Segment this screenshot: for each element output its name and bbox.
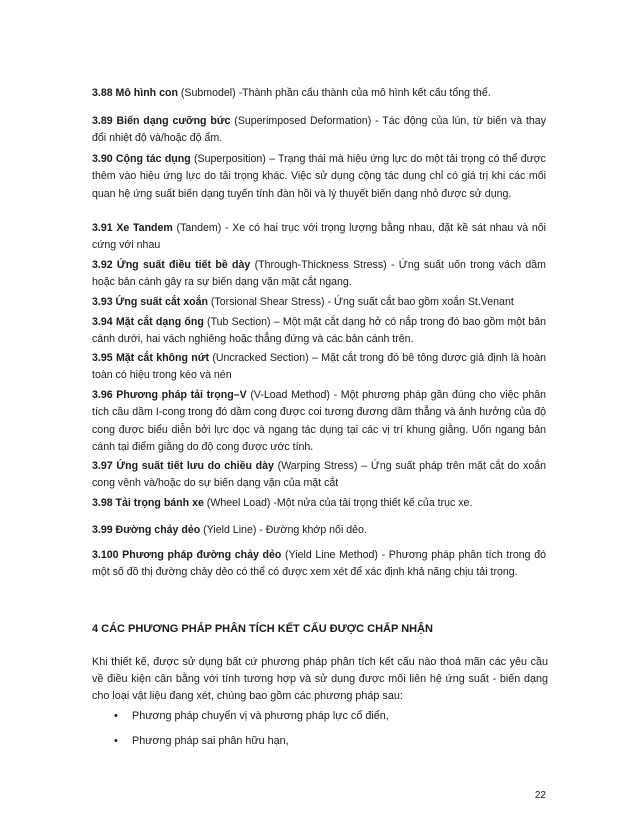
- definition-text: (Uncracked Section) – Mặt cắt trong đó bê tông được giả định là hoàn toàn có hiệu trong kéo và nén: [92, 352, 546, 382]
- definition-term: 3.93 Ứng suất cắt xoắn: [92, 296, 208, 308]
- definition-entry-3-97: [92, 458, 546, 493]
- definition-text: (Superimposed Deformation) - Tác động của lún, từ biến và thay đổi nhiệt độ và/hoặc độ ẩm.: [92, 115, 546, 145]
- definition-text: (Superposition) – Trạng thái mà hiệu ứng lực do một tải trọng có thể được thêm vào hiệu ứng lực do tải trọng khác. Việc sử dụng cộng tác dụng chỉ có giá trị khi các mối quan hệ ứng suất biến dạng tuyến tính đàn hồi và lý thuyết biến dạng nhỏ được sử dụng.: [92, 153, 546, 200]
- definition-entry-3-98: [92, 495, 546, 512]
- definition-text: (Submodel) -Thành phần cấu thành của mô hình kết cấu tổng thể.: [177, 87, 491, 99]
- definition-term: 3.96 Phương pháp tải trọng–V: [92, 389, 247, 401]
- definition-term: 3.94 Mặt cắt dạng ống: [92, 316, 204, 328]
- definition-term: 3.97 Ứng suất tiết lưu do chiều dày: [92, 460, 274, 472]
- definition-term: 3.89 Biến dạng cưỡng bức: [92, 115, 231, 127]
- definition-text: (Warping Stress) – Ứng suất pháp trên mặt cắt do xoắn cong vênh và/hoặc do sự biến dạng vặn của mặt cắt: [92, 460, 547, 490]
- definition-entry-3-94: [92, 314, 546, 349]
- definition-entry-3-93: [92, 294, 546, 311]
- definition-term: 3.99 Đường chảy dẻo: [92, 524, 201, 536]
- definition-term: 3.88 Mô hình con: [92, 87, 178, 99]
- definition-text: (Tandem) - Xe có hai trục với trọng lượng bằng nhau, đặt kề sát nhau và nối cứng với nhau: [92, 222, 547, 252]
- definition-term: 3.100 Phương pháp đường chảy dẻo: [92, 549, 282, 561]
- definition-entry-3-88: [92, 85, 546, 102]
- definition-term: 3.91 Xe Tandem: [92, 222, 173, 234]
- list-item: [114, 708, 544, 724]
- definition-entry-3-100: [92, 547, 546, 582]
- definition-entry-3-92: [92, 257, 546, 292]
- definition-term: 3.90 Cộng tác dụng: [92, 153, 191, 165]
- definition-text: (Wheel Load) -Một nửa của tải trọng thiết kế của trục xe.: [203, 497, 473, 509]
- definition-text: (V-Load Method) - Một phương pháp gần đúng cho việc phân tích cầu dầm I-cong trong đó dầm cong được coi tương đương dầm thẳng và ảnh hưởng của độ cong được biểu diễn bởi lực dọc và ngang tác dụng tại các vị trí khung giằng. Uốn ngang bản cánh tại điểm giằng do độ cong được ước tính.: [92, 389, 547, 454]
- definition-text: (Tub Section) – Một mặt cắt dạng hở có nắp trong đó bao gồm một bản cánh dưới, hai vách nghiêng hoặc thẳng đứng và các bản cánh trên.: [92, 316, 546, 346]
- list-item-text: Phương pháp chuyển vị và phương pháp lực cổ điển,: [132, 710, 389, 722]
- bullet-icon: •: [114, 710, 118, 722]
- definition-term: 3.92 Ứng suất điều tiết bề dày: [92, 259, 251, 271]
- bullet-icon: •: [114, 735, 118, 747]
- definition-text: (Yield Line Method) - Phương pháp phân tích trong đó một số đồ thị đường chảy dẻo có thể có được xem xét để xác định khả năng chịu tải trọng.: [92, 549, 546, 579]
- definition-term: 3.95 Mặt cắt không nứt: [92, 352, 209, 364]
- page-number: 22: [534, 790, 546, 801]
- list-item: [114, 733, 544, 749]
- definition-text: (Through-Thickness Stress) - Ứng suất uốn trong vách dầm hoặc bản cánh gây ra sự biến dạng vặn mặt cắt ngang.: [92, 259, 547, 289]
- list-item-text: Phương pháp sai phân hữu hạn,: [132, 735, 289, 747]
- definition-entry-3-89: [92, 113, 546, 148]
- definition-entry-3-95: [92, 350, 546, 385]
- section-intro-paragraph: Khi thiết kế, được sử dụng bất cứ phương pháp phân tích kết cấu nào thoả mãn các yêu cầu về điều kiện cân bằng với tính tương hợp và sử dụng được mối liên hệ ứng suất - biến dạng cho loại vật liệu đang xét, chúng bao gồm các phương pháp sau:: [92, 656, 548, 703]
- definition-text: (Torsional Shear Stress) - Ứng suất cắt bao gồm xoắn St.Venant: [207, 296, 514, 308]
- section-heading: 4 CÁC PHƯƠNG PHÁP PHÂN TÍCH KẾT CẤU ĐƯỢC CHẤP NHẬN: [92, 623, 433, 635]
- definition-term: 3.98 Tải trọng bánh xe: [92, 497, 204, 509]
- definition-text: (Yield Line) - Đường khớp nối dẻo.: [200, 524, 367, 536]
- definition-entry-3-90: [92, 151, 546, 203]
- definition-entry-3-96: [92, 387, 546, 457]
- definition-entry-3-91: [92, 220, 546, 255]
- definition-entry-3-99: [92, 522, 546, 539]
